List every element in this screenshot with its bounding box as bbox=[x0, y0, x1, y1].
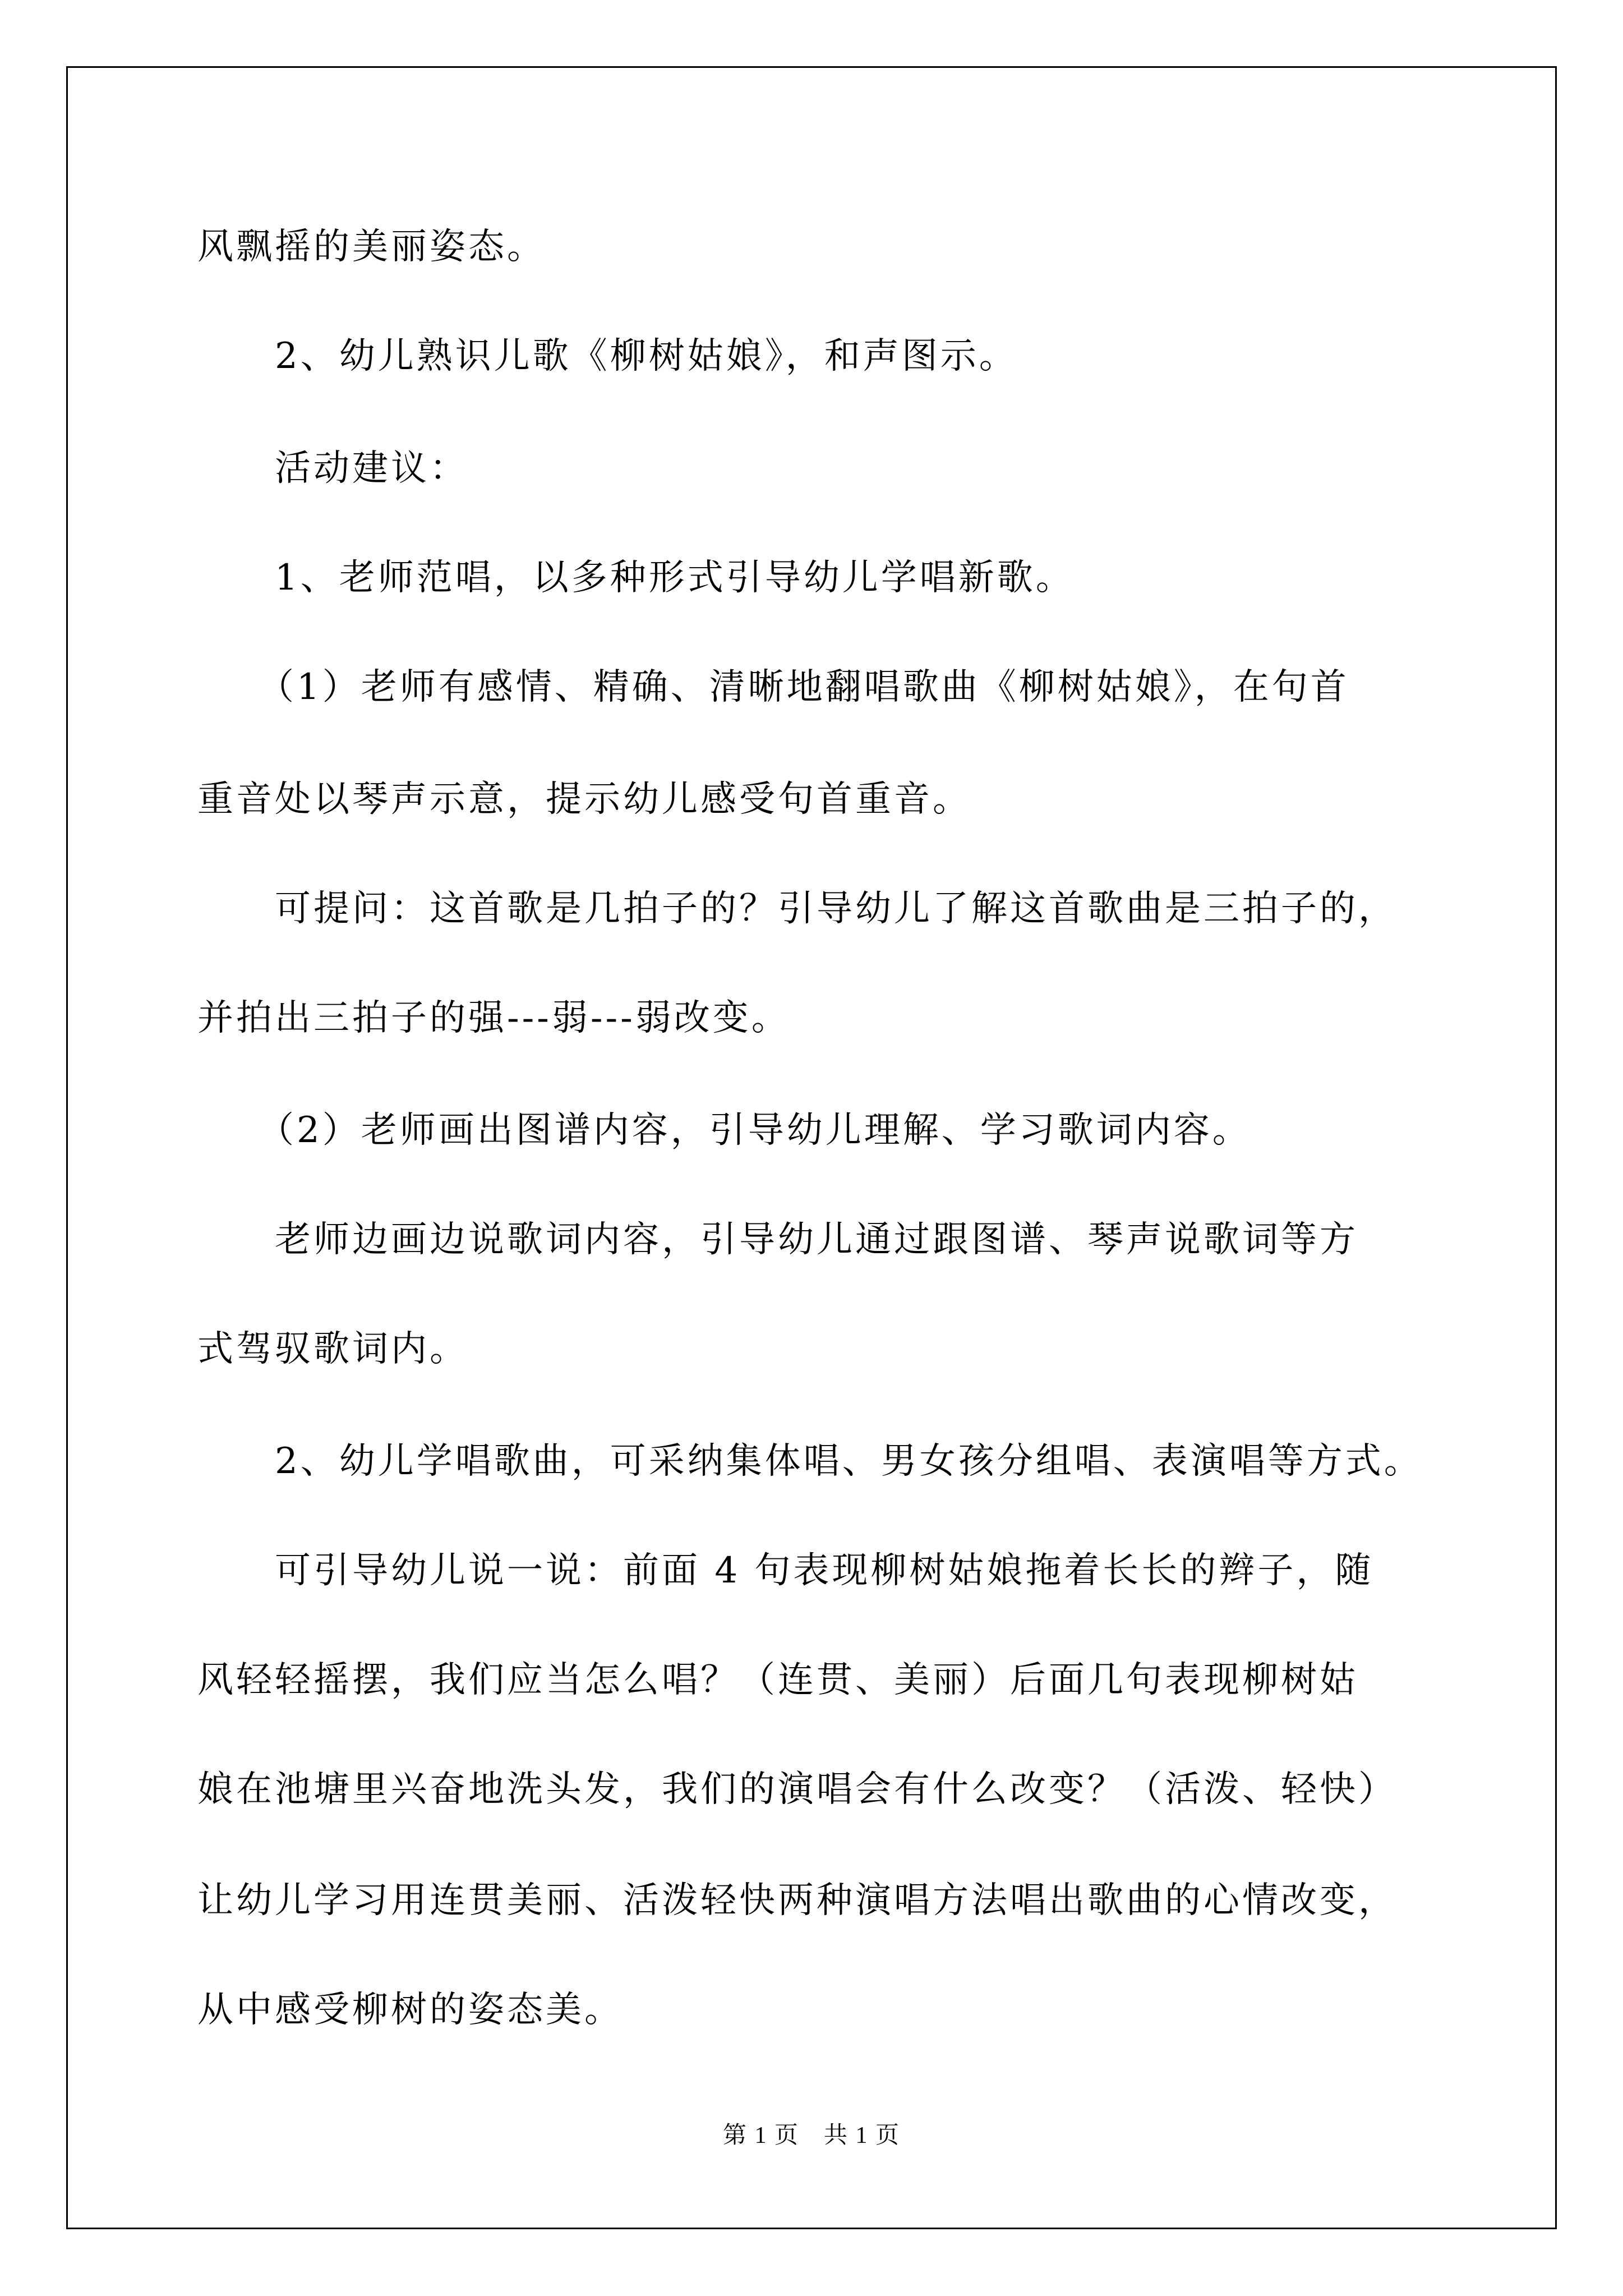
text-line-12: 2、幼儿学唱歌曲，可采纳集体唱、男女孩分组唱、表演唱等方式。 bbox=[275, 1441, 1423, 1482]
text-line-8: 并拍出三拍子的强---弱---弱改变。 bbox=[197, 997, 790, 1039]
text-line-13: 可引导幼儿说一说：前面 4 句表现柳树姑娘拖着长长的辫子，随 bbox=[275, 1550, 1374, 1591]
text-line-5: （1）老师有感情、精确、清晰地翻唱歌曲《柳树姑娘》，在句首 bbox=[258, 666, 1349, 708]
text-line-10: 老师边画边说歌词内容，引导幼儿通过跟图谱、琴声说歌词等方 bbox=[275, 1219, 1358, 1260]
text-line-6: 重音处以琴声示意，提示幼儿感受句首重音。 bbox=[197, 779, 971, 820]
text-line-15: 娘在池塘里兴奋地洗头发，我们的演唱会有什么改变？（活泼、轻快） bbox=[197, 1769, 1397, 1810]
page-number: 第 1 页 共 1 页 bbox=[722, 2123, 900, 2148]
text-line-16: 让幼儿学习用连贯美丽、活泼轻快两种演唱方法唱出歌曲的心情改变， bbox=[197, 1880, 1397, 1921]
text-line-7: 可提问：这首歌是几拍子的？引导幼儿了解这首歌曲是三拍子的， bbox=[275, 888, 1397, 930]
text-line-4: 1、老师范唱，以多种形式引导幼儿学唱新歌。 bbox=[275, 557, 1075, 599]
text-line-2: 2、幼儿熟识儿歌《柳树姑娘》，和声图示。 bbox=[275, 335, 1018, 377]
text-line-1: 风飘摇的美丽姿态。 bbox=[197, 226, 546, 268]
text-line-14: 风轻轻摇摆，我们应当怎么唱？（连贯、美丽）后面几句表现柳树姑 bbox=[197, 1659, 1358, 1701]
text-line-11: 式驾驭歌词内。 bbox=[197, 1328, 468, 1370]
text-line-9: （2）老师画出图谱内容，引导幼儿理解、学习歌词内容。 bbox=[258, 1110, 1251, 1151]
text-line-3: 活动建议： bbox=[275, 448, 468, 489]
text-line-17: 从中感受柳树的姿态美。 bbox=[197, 1989, 623, 2031]
